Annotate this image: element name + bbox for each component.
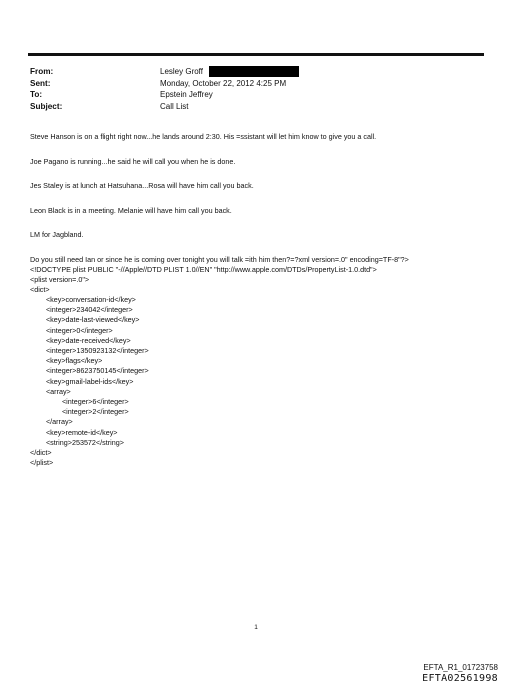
body-paragraph: Jes Staley is at lunch at Hatsuhana...Rosa will have him call you back. (30, 181, 254, 190)
xml-block (30, 265, 486, 469)
bates-stamp-primary: EFTA_R1_01723758 (423, 663, 498, 672)
xml-line: <integer>234042</integer> (30, 305, 133, 315)
bates-stamp-secondary: EFTA02561998 (422, 673, 498, 684)
xml-line: <integer>8623750145</integer> (30, 366, 149, 376)
xml-line: <integer>0</integer> (30, 325, 113, 335)
subject-label: Subject: (30, 101, 63, 111)
xml-line: <!DOCTYPE plist PUBLIC "-//Apple//DTD PLIST 1.0//EN" "http://www.apple.com/DTDs/PropertyList-1.0.dtd"> (30, 264, 377, 274)
sent-label: Sent: (30, 78, 51, 88)
email-body (30, 132, 486, 468)
xml-line: <key>conversation-id</key> (30, 295, 136, 305)
subject-value: Call List (160, 101, 189, 111)
xml-line: <key>remote-id</key> (30, 427, 118, 437)
body-paragraph: LM for Jagbland. (30, 230, 84, 239)
xml-line: <integer>6</integer> (30, 396, 129, 406)
body-paragraph: Steve Hanson is on a flight right now...he lands around 2:30. His =ssistant will let him know to give you a call. (30, 132, 377, 141)
xml-line: </array> (30, 417, 73, 427)
redaction-block (209, 66, 299, 77)
email-header (30, 66, 480, 112)
body-paragraph: Do you still need Ian or since he is coming over tonight you will talk =ith him then?=?xml version=.0" encoding=TF-8"?> (30, 254, 409, 264)
from-row (30, 66, 480, 78)
xml-line: <key>date-last-viewed</key> (30, 315, 140, 325)
xml-line: <key>gmail-label-ids</key> (30, 376, 134, 386)
sent-value: Monday, October 22, 2012 4:25 PM (160, 78, 287, 88)
xml-line: <dict> (30, 284, 50, 294)
body-paragraph: Joe Pagano is running...he said he will call you when he is done. (30, 156, 236, 166)
from-label: From: (30, 67, 54, 76)
from-value-wrap (160, 66, 299, 78)
xml-line: <key>flags</key> (30, 356, 103, 366)
xml-line: <plist version=.0"> (30, 274, 90, 284)
xml-line: <string>253572</string> (30, 437, 124, 447)
xml-line: <key>date-received</key> (30, 335, 131, 345)
xml-line: </plist> (30, 458, 54, 468)
to-label: To: (30, 90, 43, 99)
body-paragraph: Leon Black is in a meeting. Melanie will have him call you back. (30, 205, 232, 215)
to-value: Epstein Jeffrey (160, 90, 213, 99)
to-row (30, 89, 480, 101)
xml-line: <integer>2</integer> (30, 407, 129, 417)
from-value: Lesley Groff (160, 67, 203, 76)
xml-line: <integer>1350923132</integer> (30, 346, 149, 355)
subject-row (30, 101, 480, 113)
xml-line: </dict> (30, 447, 52, 457)
page-number: 1 (254, 624, 258, 631)
sent-row (30, 78, 480, 90)
header-divider (28, 53, 484, 56)
xml-line: <array> (30, 386, 71, 396)
